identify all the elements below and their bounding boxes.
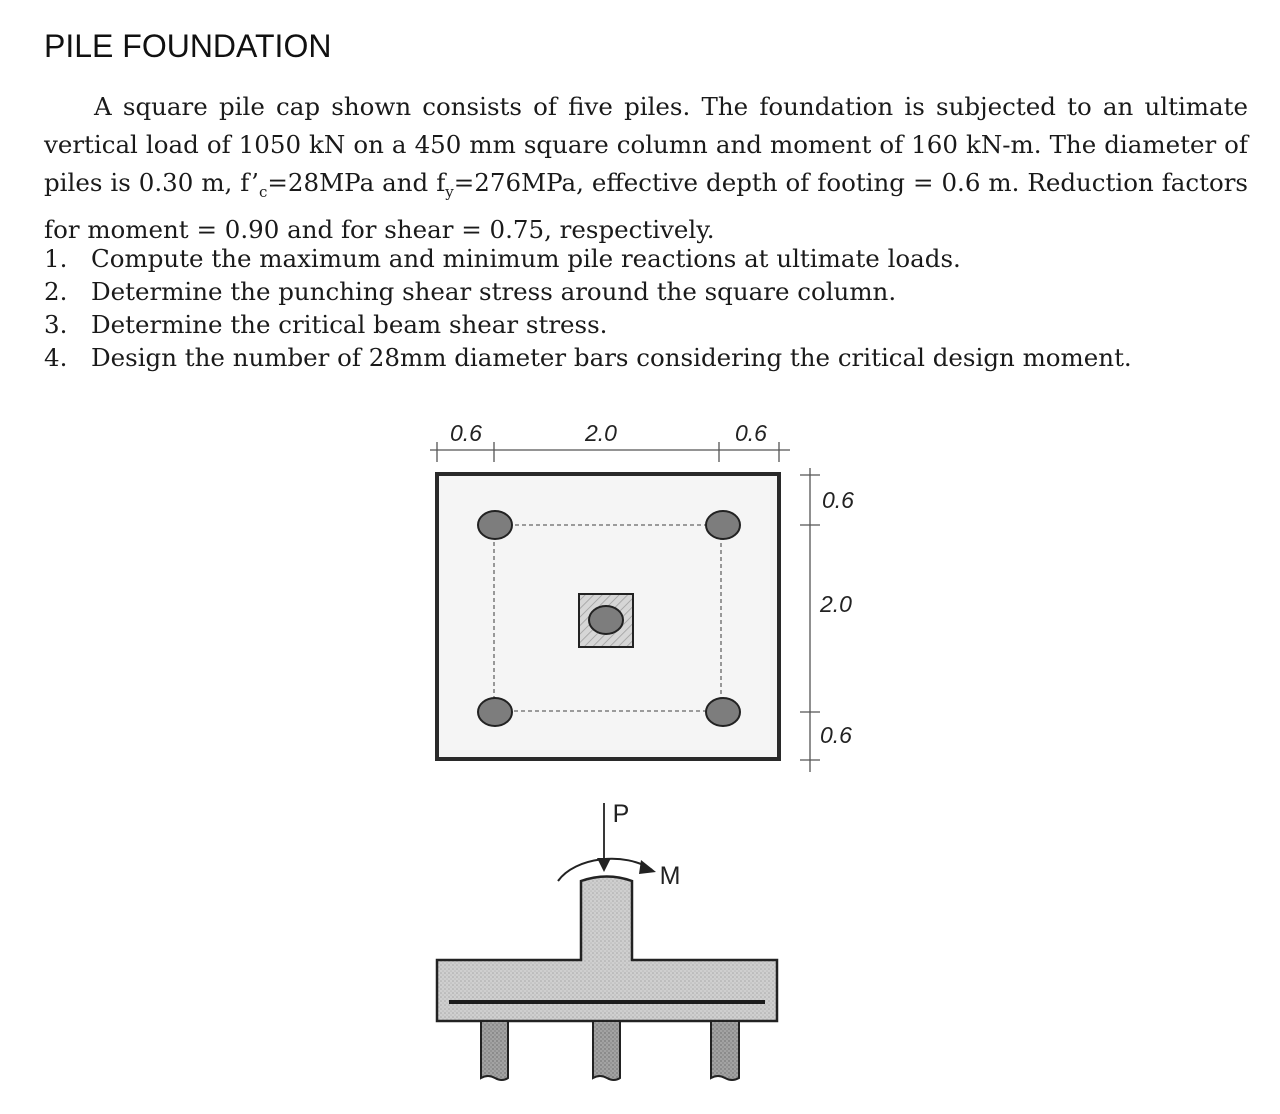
- statement-part-3: =276MPa, effective depth of footing = 0.6 m. Reduction factors for moment = 0.90 and for shear = 0.75, respectively.: [44, 168, 1248, 244]
- right-dim-middle: 2.0: [820, 591, 852, 617]
- moment-arrow-icon: [639, 860, 656, 874]
- subscript-c: c: [258, 182, 268, 201]
- pile-elevation-right: [711, 1021, 739, 1080]
- pile-top-left: [478, 511, 512, 539]
- question-text: Determine the punching shear stress around the square column.: [91, 277, 897, 306]
- question-text: Determine the critical beam shear stress.: [91, 310, 608, 339]
- right-dimension-line: [800, 468, 820, 772]
- question-number: 2.: [44, 277, 68, 306]
- statement-part-2: =28MPa and f: [267, 168, 446, 197]
- pile-elevation-center: [593, 1021, 620, 1080]
- page-title: PILE FOUNDATION: [44, 28, 332, 64]
- statement-part-1: A square pile cap shown consists of five piles. The foundation is subjected to an ultimate vertical load of 1050 kN on a 450 mm square column and moment of 160 kN-m. The diameter of piles is 0.30 m, f’: [44, 92, 1248, 197]
- pile-cap-elevation: [437, 877, 777, 1022]
- pile-top-right: [706, 511, 740, 539]
- question-text: Compute the maximum and minimum pile reactions at ultimate loads.: [91, 244, 961, 273]
- right-dim-top: 0.6: [822, 487, 854, 513]
- pile-center: [589, 606, 623, 634]
- moment-label: M: [659, 862, 681, 890]
- question-text: Design the number of 28mm diameter bars considering the critical design moment.: [91, 343, 1132, 372]
- pile-bottom-left: [478, 698, 512, 726]
- plan-view: [430, 420, 854, 772]
- load-label: P: [612, 800, 630, 828]
- top-dim-left: 0.6: [450, 420, 482, 446]
- top-dim-middle: 2.0: [585, 420, 617, 446]
- pile-bottom-right: [706, 698, 740, 726]
- right-dim-bottom: 0.6: [820, 722, 852, 748]
- pile-elevation-left: [481, 1021, 508, 1080]
- elevation-view: [437, 800, 777, 1080]
- question-number: 4.: [44, 343, 68, 372]
- top-dim-right: 0.6: [735, 420, 767, 446]
- question-number: 3.: [44, 310, 68, 339]
- subscript-y: y: [445, 182, 454, 201]
- question-number: 1.: [44, 244, 68, 273]
